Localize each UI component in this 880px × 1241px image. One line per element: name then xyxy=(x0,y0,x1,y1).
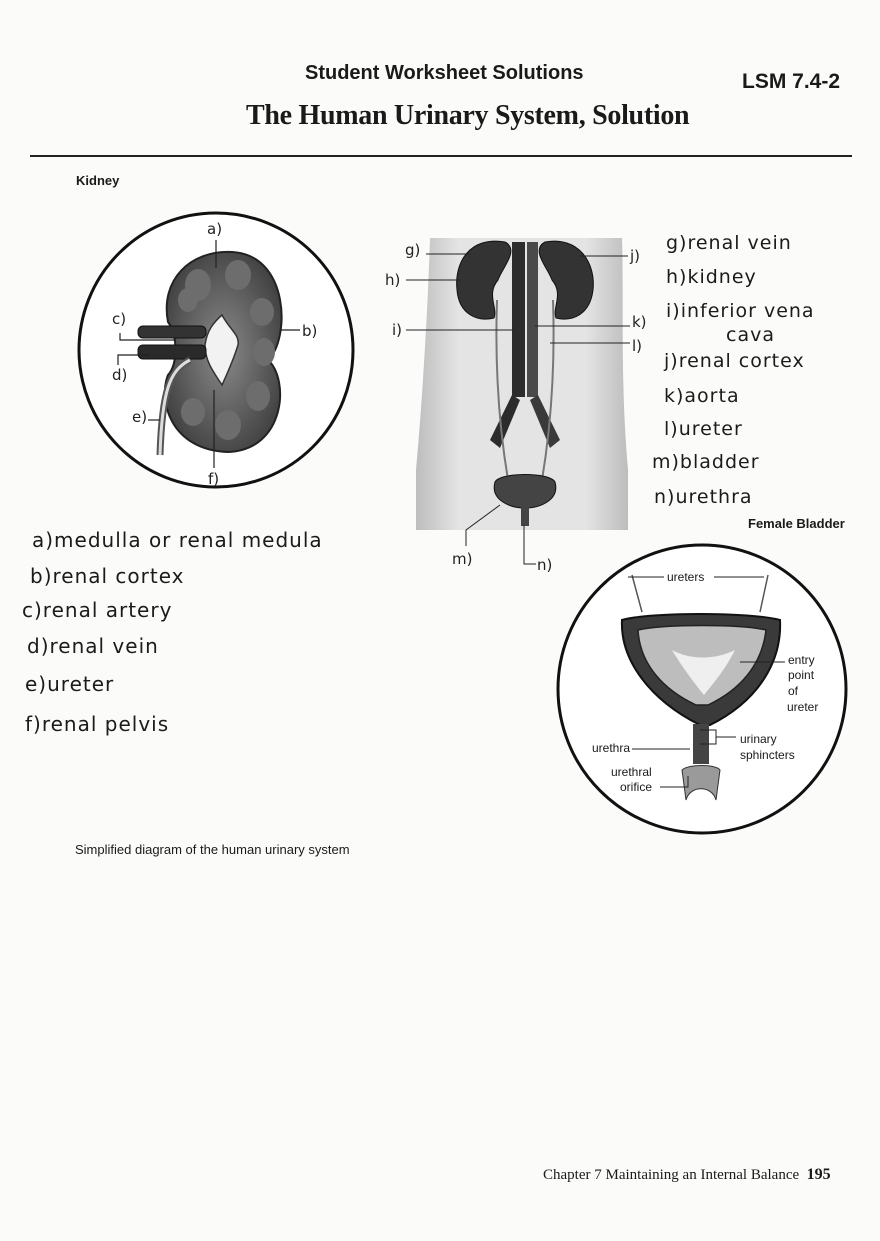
bladder-label-sphincters-1: urinary xyxy=(740,732,777,746)
kidney-label-f: f) xyxy=(208,470,220,488)
page-title: The Human Urinary System, Solution xyxy=(246,100,690,131)
urinary-system-diagram xyxy=(406,238,630,564)
answer-a: a)medulla or renal medula xyxy=(32,528,323,552)
worksheet-code: LSM 7.4-2 xyxy=(742,70,841,93)
system-label-h: h) xyxy=(385,271,401,289)
bladder-section-label: Female Bladder xyxy=(748,516,845,531)
answer-l: l)ureter xyxy=(664,418,743,440)
answer-b: b)renal cortex xyxy=(30,564,185,588)
system-label-i: i) xyxy=(392,321,403,339)
answer-i: i)inferior vena xyxy=(666,300,815,322)
answer-m: m)bladder xyxy=(652,451,760,473)
diagram-caption: Simplified diagram of the human urinary system xyxy=(75,842,350,857)
kidney-label-d: d) xyxy=(112,366,128,384)
answer-i-cont: cava xyxy=(726,324,775,346)
system-label-k: k) xyxy=(632,313,647,331)
bladder-label-orifice-2: orifice xyxy=(620,780,653,794)
answer-h: h)kidney xyxy=(666,266,757,288)
kidney-label-c: c) xyxy=(112,310,127,328)
answer-g: g)renal vein xyxy=(666,232,792,254)
kidney-section-label: Kidney xyxy=(76,173,120,188)
footer-chapter: Chapter 7 Maintaining an Internal Balance xyxy=(543,1167,800,1183)
bladder-label-entry-1: entry xyxy=(788,653,815,667)
bladder-label-entry-2: point xyxy=(788,668,815,682)
kidney-diagram xyxy=(79,213,353,487)
answer-f: f)renal pelvis xyxy=(25,712,170,736)
answer-n: n)urethra xyxy=(654,486,753,508)
answer-j: j)renal cortex xyxy=(664,350,805,372)
page-number: 195 xyxy=(806,1166,831,1183)
kidney-label-b: b) xyxy=(302,322,318,340)
worksheet-subtitle: Student Worksheet Solutions xyxy=(305,62,584,84)
page-footer xyxy=(543,1166,831,1184)
bladder-label-urethra: urethra xyxy=(592,741,631,755)
system-label-m: m) xyxy=(452,550,473,568)
system-label-g: g) xyxy=(405,241,421,259)
bladder-label-sphincters-2: sphincters xyxy=(740,748,795,762)
system-label-l: l) xyxy=(632,337,643,355)
system-label-n: n) xyxy=(537,556,553,574)
female-bladder-diagram xyxy=(558,545,846,833)
bladder-label-entry-4: ureter xyxy=(787,700,819,714)
answer-k: k)aorta xyxy=(664,385,740,407)
answer-c: c)renal artery xyxy=(22,598,173,622)
kidney-label-e: e) xyxy=(132,408,148,426)
kidney-label-a: a) xyxy=(207,220,223,238)
answer-e: e)ureter xyxy=(25,672,115,696)
bladder-label-orifice-1: urethral xyxy=(611,765,652,779)
bladder-label-ureters: ureters xyxy=(667,570,705,584)
answer-d: d)renal vein xyxy=(27,634,159,658)
bladder-label-entry-3: of xyxy=(788,684,799,698)
system-label-j: j) xyxy=(630,247,641,265)
